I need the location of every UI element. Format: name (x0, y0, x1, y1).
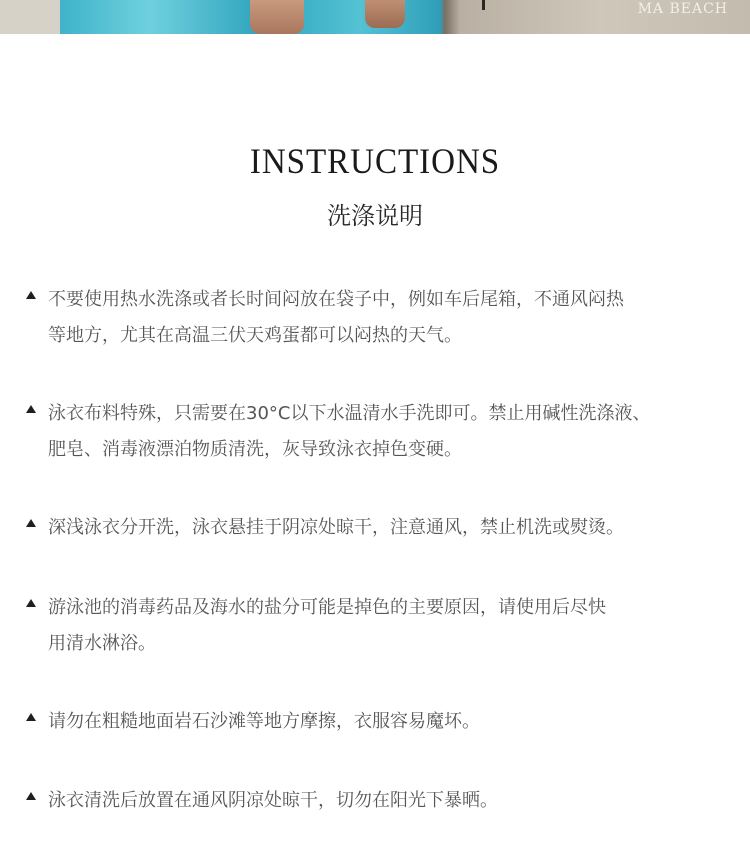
instruction-line: 泳衣布料特殊，只需要在30°C以下水温清水手洗即可。禁止用碱性洗涤液、 (48, 403, 651, 424)
instruction-text (48, 783, 718, 819)
page-subtitle: 洗涤说明 (327, 202, 423, 230)
triangle-bullet-icon (26, 291, 36, 299)
banner-watermark: MA BEACH (637, 1, 728, 17)
instruction-line: 请勿在粗糙地面岩石沙滩等地方摩擦，衣服容易魔坏。 (48, 711, 480, 732)
instruction-line: 等地方，尤其在高温三伏天鸡蛋都可以闷热的天气。 (48, 325, 462, 346)
instruction-line: 泳衣清洗后放置在通风阴凉处晾干，切勿在阳光下暴晒。 (48, 790, 498, 811)
instruction-line: 用清水淋浴。 (48, 633, 156, 654)
instruction-line: 肥皂、消毒液漂泊物质清洗，灰导致泳衣掉色变硬。 (48, 439, 462, 460)
instruction-text (48, 590, 718, 662)
instruction-line: 不要使用热水洗涤或者长时间闷放在袋子中，例如车后尾箱，不通风闷热 (48, 289, 624, 310)
photo-pole (482, 0, 485, 10)
instruction-line: 游泳池的消毒药品及海水的盐分可能是掉色的主要原因，请使用后尽快 (48, 597, 606, 618)
triangle-bullet-icon (26, 713, 36, 721)
instruction-line: 深浅泳衣分开洗，泳衣悬挂于阴凉处晾干，注意通风，禁止机洗或熨烫。 (48, 517, 624, 538)
page-title: INSTRUCTIONS (249, 141, 501, 181)
photo-leg-right (365, 0, 405, 28)
instruction-text (48, 510, 718, 546)
instruction-text (48, 282, 718, 354)
instruction-text (48, 704, 718, 740)
triangle-bullet-icon (26, 405, 36, 413)
triangle-bullet-icon (26, 792, 36, 800)
banner-photo (0, 0, 750, 34)
instruction-text (48, 396, 718, 468)
triangle-bullet-icon (26, 519, 36, 527)
photo-leg-left (250, 0, 304, 34)
triangle-bullet-icon (26, 599, 36, 607)
